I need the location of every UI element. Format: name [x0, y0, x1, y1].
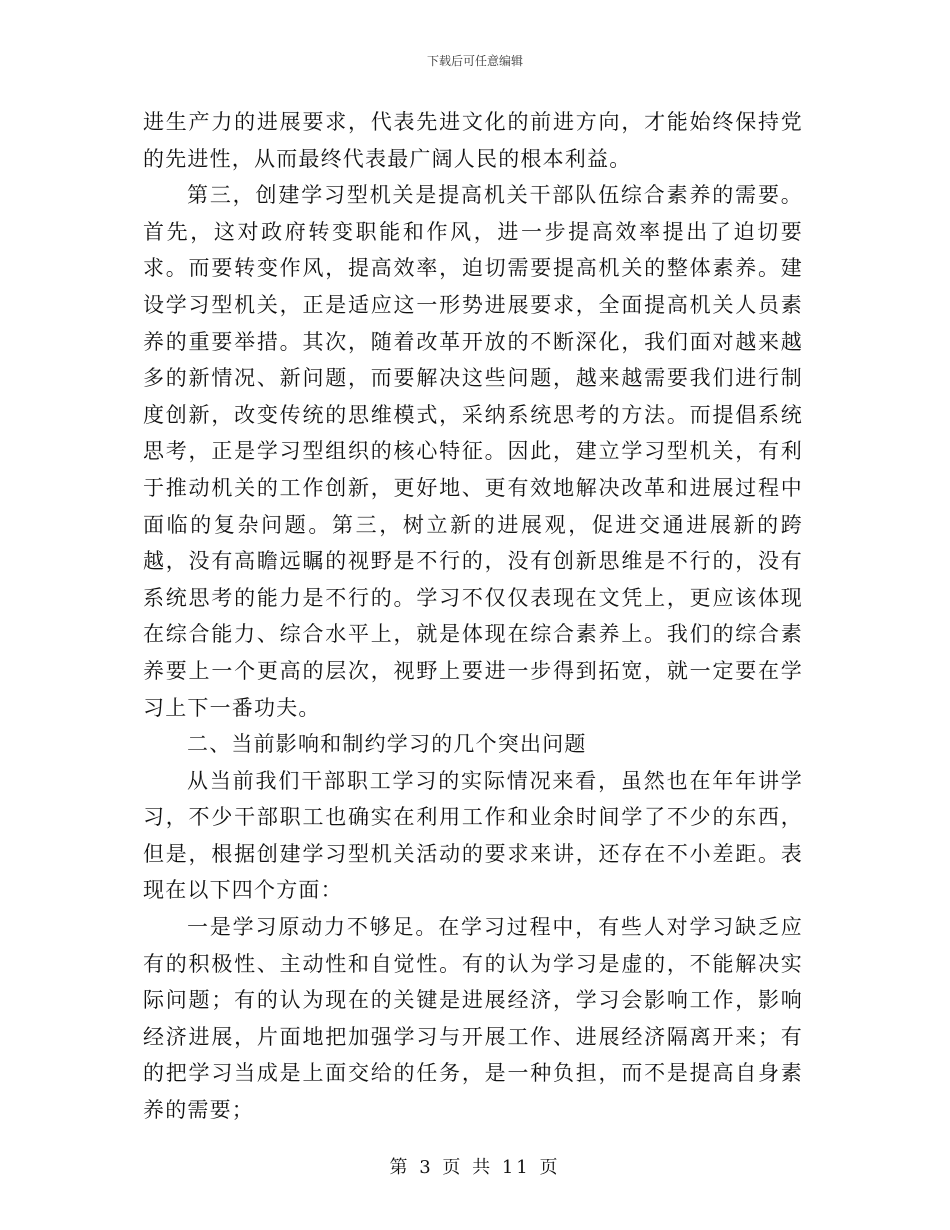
page-header: 下载后可任意编辑: [426, 54, 523, 68]
section-heading: 二、当前影响和制约学习的几个突出问题: [187, 732, 587, 757]
paragraph-2: 第三，创建学习型机关是提高机关干部队伍综合素养的需要。首先，这对政府转变职能和作风，进一步提高效率提出了迫切要求。而要转变作风，提高效率，迫切需要提高机关的整体素养。建设学习型机关，正是适应这一形势进展要求，全面提高机关人员素养的重要举措。其次，随着改革开放的不断深化，我们面对越来越多的新情况、新问题，而要解决这些问题，越来越需要我们进行制度创新，改变传统的思维模式，采纳系统思考的方法。而提倡系统思考，正是学习型组织的核心特征。因此，建立学习型机关，有利于推动机关的工作创新，更好地、更有效地解决改革和进展过程中面临的复杂问题。第三，树立新的进展观，促进交通进展新的跨越，没有高瞻远瞩的视野是不行的，没有创新思维是不行的，没有系统思考的能力是不行的。学习不仅仅表现在文凭上，更应该体现在综合能力、综合水平上，就是体现在综合素养上。我们的综合素养要上一个更高的层次，视野上要进一步得到拓宽，就一定要在学习上下一番功夫。: [143, 183, 803, 720]
paragraph-4: 一是学习原动力不够足。在学习过程中，有些人对学习缺乏应有的积极性、主动性和自觉性。有的认为学习是虚的，不能解决实际问题；有的认为现在的关键是进展经济，学习会影响工作，影响经济进展，片面地把加强学习与开展工作、进展经济隔离开来；有的把学习当成是上面交给的任务，是一种负担，而不是提高自身素养的需要；: [143, 915, 803, 1123]
paragraph-1: 进生产力的进展要求，代表先进文化的前进方向，才能始终保持党的先进性，从而最终代表最广阔人民的根本利益。: [143, 110, 803, 171]
document-body: [143, 104, 803, 1129]
paragraph-3: 从当前我们干部职工学习的实际情况来看，虽然也在年年讲学习，不少干部职工也确实在利用工作和业余时间学了不少的东西，但是，根据创建学习型机关活动的要求来讲，还存在不小差距。表现在以下四个方面：: [143, 768, 803, 903]
page-footer: 第 3 页 共 11 页: [389, 1157, 561, 1178]
